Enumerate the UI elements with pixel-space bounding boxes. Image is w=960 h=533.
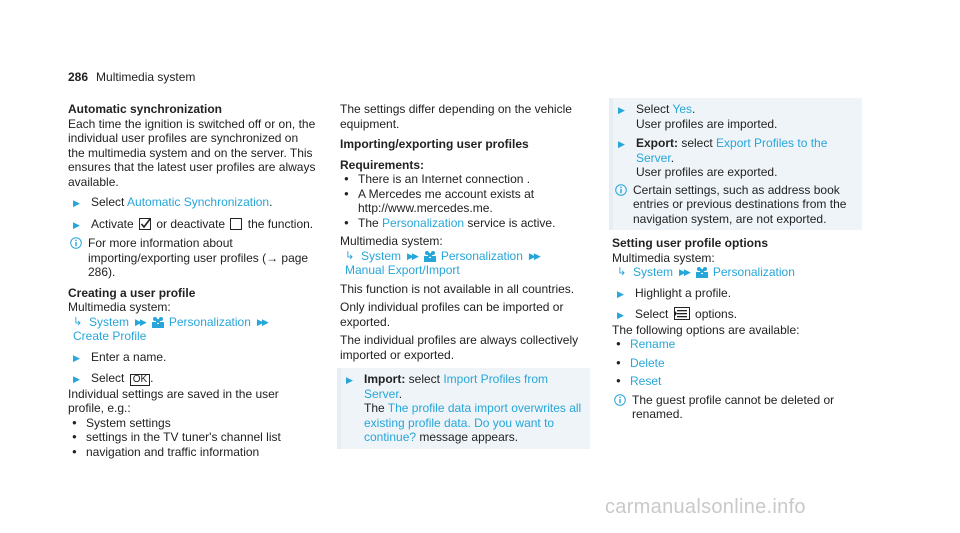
create-profile-title: Creating a user profile [68, 285, 196, 300]
path-personalization[interactable]: Personalization [168, 314, 251, 329]
column-right [612, 102, 862, 422]
step-select-yes: ▶ Select Yes. User profiles are imported. [613, 102, 856, 131]
overwrite-message-link[interactable]: The profile data import overwrites all existing profile data. Do you want to continue? [364, 401, 582, 444]
step-arrow-icon: ▶ [73, 219, 80, 230]
double-chevron-icon: ▶▶ [135, 316, 145, 327]
checkbox-empty-icon [230, 218, 242, 230]
menu-path-manual [340, 249, 590, 278]
export-profiles-link[interactable]: Export Profiles to the Server [636, 136, 828, 165]
intro-text: The settings differ depending on the vehicle equipment. [340, 102, 572, 131]
availability-text: This function is not available in all countries. [340, 281, 575, 296]
return-arrow-icon: ↳ [73, 315, 83, 328]
saved-text: Individual settings are saved in the user profile, e.g.: [68, 386, 279, 415]
following-text: The following options are available: [612, 322, 800, 337]
multimedia-label: Multimedia system: [340, 234, 443, 248]
import-profiles-link[interactable]: Import Profiles from Server [364, 372, 549, 401]
step-select-ok: ▶ Select OK . [68, 371, 318, 387]
step-import: ▶ Import: select Import Profiles from Server. The The profile data import overwrites all existing profile data. Do you want to continue? message appears. [341, 372, 584, 445]
personalization-icon [695, 266, 709, 278]
export-step-box [609, 98, 862, 230]
info-note: For more information about importing/exporting user profiles (→ page 286). [68, 236, 318, 280]
column-middle [340, 102, 590, 449]
info-icon [615, 184, 627, 196]
step-enter-name: ▶ Enter a name. [68, 350, 318, 366]
path-system[interactable]: System [633, 265, 674, 279]
step-arrow-icon: ▶ [618, 105, 625, 115]
list-item: ● A Mercedes me account exists at http://www.mercedes.me. [344, 186, 535, 215]
auto-sync-text: Each time the ignition is switched off or on, the individual user profiles are synchronized on the multimedia system and on the server. This ensures that the latest user profiles are always available. [68, 116, 316, 189]
profile-options-title: Setting user profile options [612, 236, 769, 250]
watermark: carmanualsonline.info [605, 496, 806, 518]
column-left [68, 102, 318, 459]
list-item: ● Reset [616, 374, 662, 388]
step-arrow-icon: ▶ [617, 310, 624, 320]
option-delete[interactable]: Delete [630, 355, 665, 370]
step-select-auto-sync: ▶ Select Automatic Synchronization. [68, 195, 318, 211]
step-highlight-profile: ▶ Highlight a profile. [612, 286, 862, 302]
requirements-title: Requirements: [340, 157, 425, 172]
path-create-profile[interactable]: Create Profile [73, 329, 147, 343]
list-item: ● There is an Internet connection . [344, 172, 531, 186]
list-item: ● System settings [72, 415, 171, 430]
individual-text: Only individual profiles can be imported or exported. [340, 300, 564, 329]
personalization-link[interactable]: Personalization [382, 215, 465, 230]
options-menu-icon [674, 307, 690, 320]
path-system[interactable]: System [89, 314, 130, 329]
step-export: ▶ Export: select Export Profiles to the Server. User profiles are exported. [613, 136, 856, 180]
option-rename[interactable]: Rename [630, 337, 676, 351]
info-icon [70, 237, 82, 249]
list-item: ● navigation and traffic information [72, 444, 260, 459]
checkbox-checked-icon [139, 218, 151, 230]
double-chevron-icon: ▶▶ [407, 250, 417, 261]
auto-sync-link[interactable]: Automatic Synchronization [127, 195, 270, 209]
path-personalization[interactable]: Personalization [712, 265, 795, 279]
list-item: ● settings in the TV tuner's channel list [72, 430, 281, 444]
return-arrow-icon: ↳ [617, 266, 627, 278]
info-icon [614, 394, 626, 406]
step-arrow-icon: ▶ [346, 375, 353, 385]
double-chevron-icon: ▶▶ [256, 316, 267, 327]
step-arrow-icon: ▶ [73, 352, 80, 363]
double-chevron-icon: ▶▶ [679, 267, 689, 277]
path-personalization[interactable]: Personalization [440, 248, 523, 263]
step-select-options: ▶ Select options. [612, 307, 862, 323]
info-note: Certain settings, such as address book entries or previous destinations from the navigation system, are not exported. [613, 183, 856, 227]
menu-path-options [612, 265, 862, 280]
return-arrow-icon: ↳ [345, 249, 355, 262]
step-arrow-icon: ▶ [73, 374, 80, 384]
menu-path-create [68, 315, 318, 344]
multimedia-label: Multimedia system: [68, 300, 171, 314]
step-activate: ▶ Activate or deactivate the function. [68, 217, 318, 233]
page-number: 286 [68, 70, 89, 84]
step-arrow-icon: ▶ [617, 288, 624, 299]
list-item: ● Delete [616, 355, 665, 370]
collective-text: The individual profiles are always collectively imported or exported. [340, 333, 579, 362]
section-title: Multimedia system [96, 70, 196, 84]
ok-button-symbol: OK [130, 374, 150, 386]
step-arrow-icon: ▶ [73, 198, 80, 208]
path-manual-export-import[interactable]: Manual Export/Import [345, 263, 460, 277]
yes-link[interactable]: Yes [672, 102, 693, 116]
personalization-icon [151, 316, 165, 328]
option-reset[interactable]: Reset [630, 374, 662, 388]
auto-sync-title: Automatic synchronization [68, 102, 223, 116]
multimedia-label: Multimedia system: [612, 250, 715, 265]
import-step-box [337, 368, 590, 449]
personalization-icon [423, 250, 437, 262]
import-export-title: Importing/exporting user profiles [340, 137, 529, 151]
list-item: ● The Personalization service is active. [344, 215, 556, 230]
double-chevron-icon: ▶▶ [528, 250, 539, 261]
page-header [68, 70, 195, 85]
step-arrow-icon: ▶ [618, 139, 625, 149]
path-system[interactable]: System [361, 248, 402, 263]
list-item: ● Rename [616, 337, 676, 351]
info-note: The guest profile cannot be deleted or renamed. [612, 393, 862, 422]
